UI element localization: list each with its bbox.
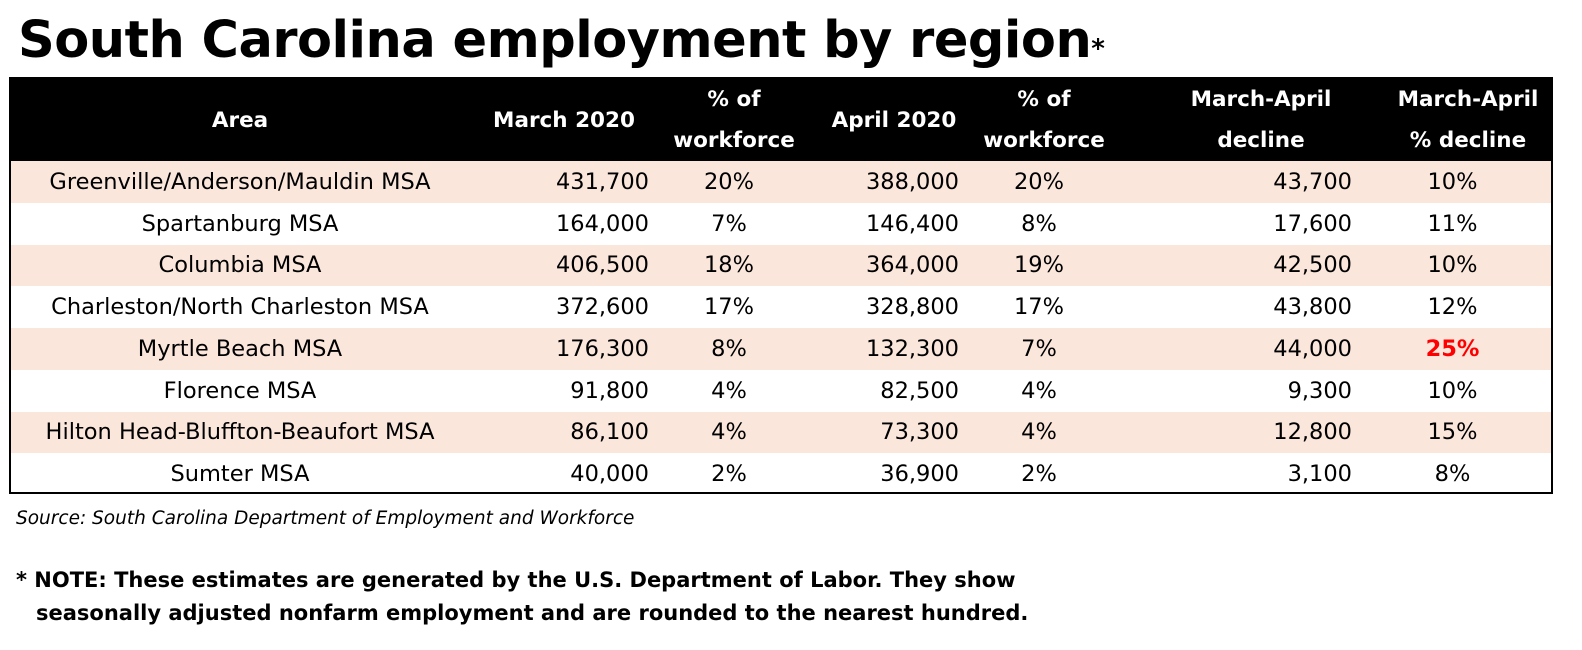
table-cell: 132,300 bbox=[865, 335, 959, 362]
table-cell: 15% bbox=[1427, 419, 1478, 446]
table-cell: 406,500 bbox=[555, 252, 649, 279]
table-cell: 43,800 bbox=[1273, 294, 1352, 321]
table-cell: 4% bbox=[1021, 377, 1057, 404]
table-cell: 17,600 bbox=[1273, 210, 1352, 237]
table-row bbox=[11, 453, 1551, 494]
column-header-4: April 2020 bbox=[831, 107, 957, 133]
table-cell: 8% bbox=[1021, 210, 1057, 237]
table-cell: 86,100 bbox=[570, 419, 649, 446]
table-cell: 10% bbox=[1427, 377, 1478, 404]
column-header-2: March 2020 bbox=[493, 107, 635, 133]
table-cell: 18% bbox=[703, 252, 754, 279]
area-cell: Spartanburg MSA bbox=[141, 210, 339, 237]
table-cell: 3,100 bbox=[1287, 461, 1352, 488]
table-cell: 44,000 bbox=[1273, 335, 1352, 362]
table-cell: 9,300 bbox=[1287, 377, 1352, 404]
footnote-line-1: * NOTE: These estimates are generated by the U.S. Department of Labor. They show bbox=[16, 568, 1016, 592]
table-cell: 19% bbox=[1013, 252, 1064, 279]
area-cell: Greenville/Anderson/Mauldin MSA bbox=[49, 168, 431, 195]
page-title bbox=[18, 10, 1104, 72]
title-text: South Carolina employment by region bbox=[18, 11, 1092, 70]
table-cell: 25% bbox=[1425, 335, 1480, 362]
table-cell: 17% bbox=[703, 294, 754, 321]
footnote-line-2: seasonally adjusted nonfarm employment and are rounded to the nearest hundred. bbox=[36, 601, 1029, 625]
table-cell: 2% bbox=[1021, 461, 1057, 488]
table-cell: 328,800 bbox=[865, 294, 959, 321]
table-cell: 4% bbox=[711, 377, 747, 404]
column-header-5: % of workforce bbox=[983, 87, 1105, 153]
area-cell: Myrtle Beach MSA bbox=[137, 335, 343, 362]
table-cell: 12% bbox=[1427, 294, 1478, 321]
column-header-7: March-April % decline bbox=[1397, 87, 1539, 153]
source-note: Source: South Carolina Department of Employment and Workforce bbox=[16, 508, 635, 529]
table-row bbox=[11, 328, 1551, 370]
footnote bbox=[16, 564, 1216, 630]
table-cell: 2% bbox=[711, 461, 747, 488]
table-cell: 176,300 bbox=[555, 335, 649, 362]
table-header-row bbox=[11, 79, 1551, 161]
table-cell: 4% bbox=[711, 419, 747, 446]
table-cell: 164,000 bbox=[555, 210, 649, 237]
title-footnote-marker: * bbox=[1091, 34, 1105, 64]
table-cell: 4% bbox=[1021, 419, 1057, 446]
table-cell: 146,400 bbox=[865, 210, 959, 237]
table-cell: 73,300 bbox=[880, 419, 959, 446]
table-cell: 364,000 bbox=[865, 252, 959, 279]
area-cell: Hilton Head-Bluffton-Beaufort MSA bbox=[45, 419, 435, 446]
table-row bbox=[11, 245, 1551, 287]
area-cell: Florence MSA bbox=[163, 377, 317, 404]
column-header-1: Area bbox=[211, 107, 269, 133]
table-cell: 7% bbox=[711, 210, 747, 237]
table-cell: 431,700 bbox=[555, 168, 649, 195]
column-header-3: % of workforce bbox=[673, 87, 795, 153]
table-row bbox=[11, 161, 1551, 203]
column-header-6: March-April decline bbox=[1190, 87, 1332, 153]
table-cell: 17% bbox=[1013, 294, 1064, 321]
table-cell: 8% bbox=[711, 335, 747, 362]
table-cell: 10% bbox=[1427, 252, 1478, 279]
table-cell: 372,600 bbox=[555, 294, 649, 321]
table-row bbox=[11, 412, 1551, 454]
table-cell: 11% bbox=[1427, 210, 1478, 237]
area-cell: Columbia MSA bbox=[158, 252, 322, 279]
table-cell: 12,800 bbox=[1273, 419, 1352, 446]
area-cell: Charleston/North Charleston MSA bbox=[51, 294, 429, 321]
table-cell: 36,900 bbox=[880, 461, 959, 488]
table-row bbox=[11, 370, 1551, 412]
table-cell: 20% bbox=[703, 168, 754, 195]
table-cell: 7% bbox=[1021, 335, 1057, 362]
table-cell: 20% bbox=[1013, 168, 1064, 195]
table-cell: 10% bbox=[1427, 168, 1478, 195]
table-cell: 40,000 bbox=[570, 461, 649, 488]
table-cell: 42,500 bbox=[1273, 252, 1352, 279]
employment-table bbox=[9, 77, 1553, 494]
table-row bbox=[11, 286, 1551, 328]
table-cell: 388,000 bbox=[865, 168, 959, 195]
table-cell: 82,500 bbox=[880, 377, 959, 404]
table-cell: 8% bbox=[1434, 461, 1471, 488]
table-row bbox=[11, 203, 1551, 245]
table-cell: 91,800 bbox=[570, 377, 649, 404]
table-cell: 43,700 bbox=[1273, 168, 1352, 195]
area-cell: Sumter MSA bbox=[170, 461, 310, 488]
